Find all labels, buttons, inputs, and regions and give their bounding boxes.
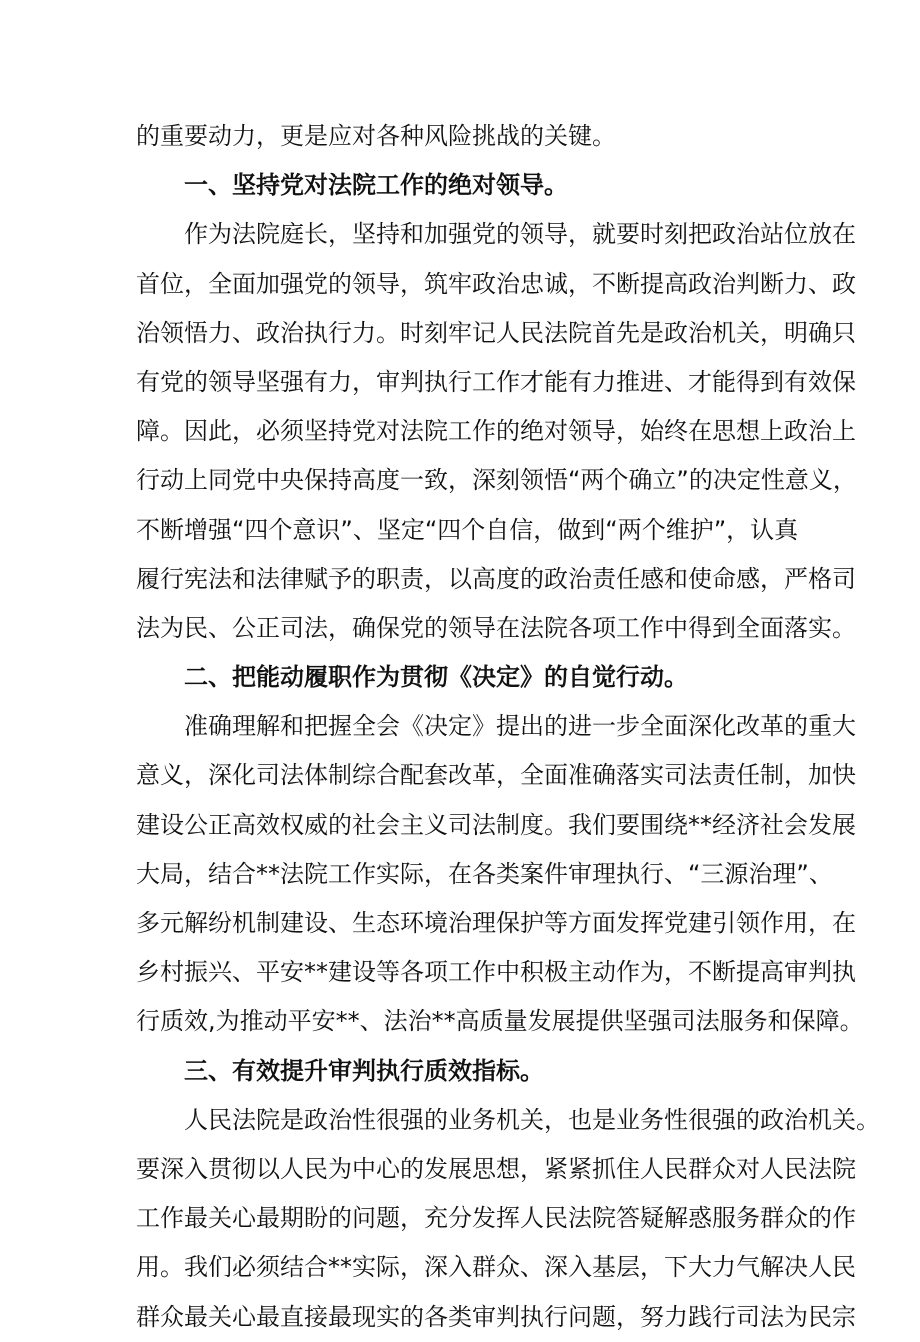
body-text (136, 112, 880, 1342)
paragraph-line: 履行宪法和法律赋予的职责，以高度的政治责任感和使命感，严格司 (136, 564, 856, 593)
paragraph-line: 建设公正高效权威的社会主义司法制度。我们要围绕**经济社会发展 (136, 810, 856, 839)
paragraph-line: 人民法院是政治性很强的业务机关，也是业务性很强的政治机关。 (184, 1105, 880, 1134)
paragraph-line: 的重要动力，更是应对各种风险挑战的关键。 (136, 122, 616, 150)
paragraph-line: 工作最关心最期盼的问题，充分发挥人民法院答疑解惑服务群众的作 (136, 1204, 856, 1233)
paragraph-line: 乡村振兴、平安**建设等各项工作中积极主动作为，不断提高审判执 (136, 958, 856, 987)
section-heading-2: 二、把能动履职作为贯彻《决定》的自觉行动。 (184, 663, 688, 692)
paragraph-line: 大局，结合**法院工作实际，在各类案件审理执行、“三源治理”、 (136, 859, 833, 888)
paragraph-line: 意义，深化司法体制综合配套改革，全面准确落实司法责任制，加快 (136, 761, 856, 790)
section-heading-3: 三、有效提升审判执行质效指标。 (184, 1056, 544, 1085)
paragraph-line: 治领悟力、政治执行力。时刻牢记人民法院首先是政治机关，明确只 (136, 318, 856, 347)
paragraph-line: 法为民、公正司法，确保党的领导在法院各项工作中得到全面落实。 (136, 613, 856, 642)
paragraph-line: 障。因此，必须坚持党对法院工作的绝对领导，始终在思想上政治上 (136, 417, 856, 446)
paragraph-line: 行质效,为推动平安**、法治**高质量发展提供坚强司法服务和保障。 (136, 1007, 864, 1036)
paragraph-line: 不断增强“四个意识”、坚定“四个自信，做到“两个维护”，认真 (136, 515, 799, 544)
paragraph-line: 用。我们必须结合**实际，深入群众、深入基层，下大力气解决人民 (136, 1253, 856, 1282)
paragraph-line: 多元解纷机制建设、生态环境治理保护等方面发挥党建引领作用，在 (136, 909, 856, 937)
paragraph-line: 有党的领导坚强有力，审判执行工作才能有力推进、才能得到有效保 (136, 367, 856, 396)
paragraph-line: 行动上同党中央保持高度一致，深刻领悟“两个确立”的决定性意义， (136, 466, 857, 495)
paragraph-line: 准确理解和把握全会《决定》提出的进一步全面深化改革的重大 (184, 712, 856, 741)
paragraph-line: 群众最关心最直接最现实的各类审判执行问题，努力践行司法为民宗 (136, 1302, 856, 1331)
paragraph-line: 首位，全面加强党的领导，筑牢政治忠诚，不断提高政治判断力、政 (136, 269, 856, 298)
paragraph-line: 作为法院庭长，坚持和加强党的领导，就要时刻把政治站位放在 (184, 220, 856, 249)
section-heading-1: 一、坚持党对法院工作的绝对领导。 (184, 171, 568, 200)
paragraph-line: 要深入贯彻以人民为中心的发展思想，紧紧抓住人民群众对人民法院 (136, 1154, 856, 1183)
